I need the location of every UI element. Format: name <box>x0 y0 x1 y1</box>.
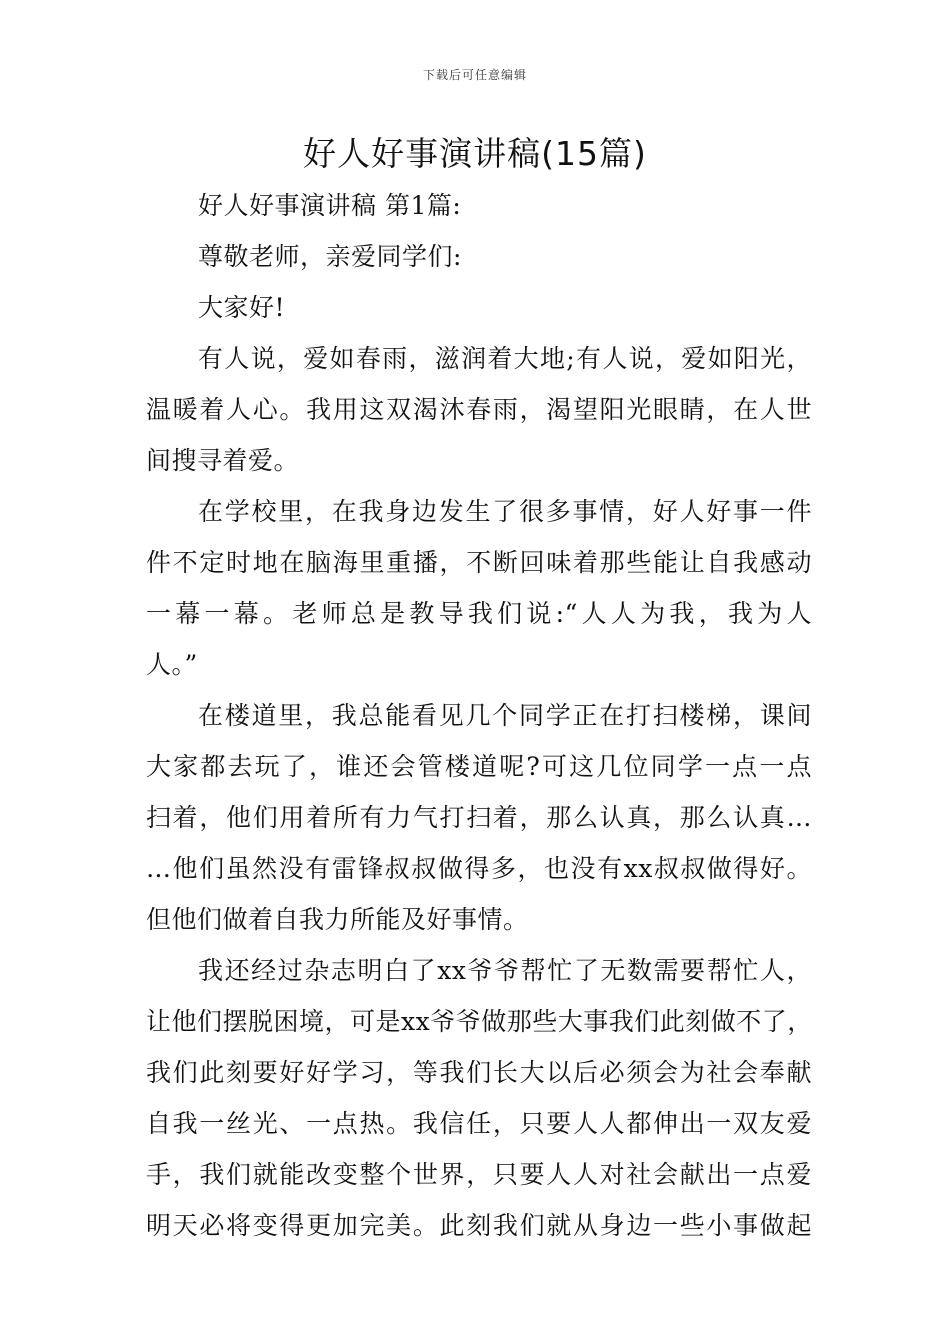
text-line: 一幕一幕。老师总是教导我们说:“人人为我，我为人 <box>146 599 812 628</box>
text-line: 我们此刻要好好学习，等我们长大以后必须会为社会奉献 <box>146 1058 812 1087</box>
text-line: 扫着，他们用着所有力气打扫着，那么认真，那么认真… <box>146 803 812 832</box>
text-line: 但他们做着自我力所能及好事情。 <box>146 905 529 934</box>
text-line: 大家都去玩了，谁还会管楼道呢?可这几位同学一点一点 <box>146 752 812 781</box>
text-line: …他们虽然没有雷锋叔叔做得多，也没有xx叔叔做得好。 <box>146 854 812 883</box>
text-line: 手，我们就能改变整个世界，只要人人对社会献出一点爱 <box>146 1160 812 1189</box>
text-line: 间搜寻着爱。 <box>146 446 300 475</box>
text-line: 尊敬老师，亲爱同学们: <box>198 242 462 271</box>
text-line: 好人好事演讲稿 第1篇: <box>198 191 462 220</box>
text-line: 在学校里，在我身边发生了很多事情，好人好事一件 <box>198 497 812 526</box>
text-line: 明天必将变得更加完美。此刻我们就从身边一些小事做起 <box>146 1211 812 1240</box>
text-line: 大家好! <box>198 293 286 322</box>
text-line: 让他们摆脱困境，可是xx爷爷做那些大事我们此刻做不了， <box>146 1007 813 1036</box>
text-line: 在楼道里，我总能看见几个同学正在打扫楼梯，课间 <box>198 701 812 730</box>
text-line: 我还经过杂志明白了xx爷爷帮忙了无数需要帮忙人， <box>198 956 812 985</box>
text-line: 温暖着人心。我用这双渴沐春雨，渴望阳光眼睛，在人世 <box>146 395 812 424</box>
page-header-note: 下载后可任意编辑 <box>422 68 527 82</box>
document-title: 好人好事演讲稿(15篇) <box>303 134 647 173</box>
text-line: 人。” <box>146 650 198 679</box>
text-line: 有人说，爱如春雨，滋润着大地;有人说，爱如阳光， <box>198 344 812 373</box>
text-line: 自我一丝光、一点热。我信任，只要人人都伸出一双友爱 <box>146 1109 812 1138</box>
text-line: 件不定时地在脑海里重播，不断回味着那些能让自我感动 <box>146 548 812 577</box>
document-body <box>146 180 812 1251</box>
